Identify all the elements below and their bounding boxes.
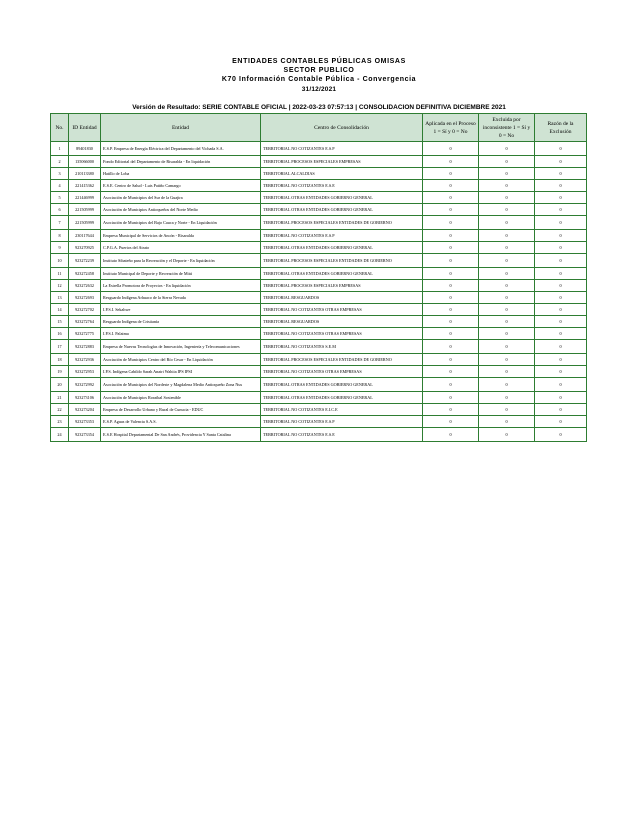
cell-aplicada: 0 [423, 378, 479, 392]
cell-id: 221446999 [69, 192, 101, 204]
cell-excluida: 0 [479, 192, 535, 204]
omisas-table [50, 113, 587, 442]
cell-aplicada: 0 [423, 328, 479, 340]
cell-centro: TERRITORIAL RESGUARDOS [261, 292, 423, 304]
cell-aplicada: 0 [423, 304, 479, 316]
table-row [51, 392, 587, 404]
cell-excluida: 0 [479, 292, 535, 304]
cell-razon: 0 [535, 192, 587, 204]
cell-entidad: Asociación de Municipios Antioqueños del Norte Medio [101, 204, 261, 216]
col-header-aplicada: Aplicada en el Proceso 1 = Sí y 0 = No [423, 114, 479, 142]
table-row [51, 340, 587, 354]
cell-centro: TERRITORIAL OTRAS ENTIDADES GOBIERNO GENERAL [261, 378, 423, 392]
cell-aplicada: 0 [423, 242, 479, 254]
cell-no: 10 [51, 254, 69, 268]
cell-id: 923273204 [69, 404, 101, 416]
cell-excluida: 0 [479, 230, 535, 242]
col-header-entidad: Entidad [101, 114, 261, 142]
col-header-id: ID Entidad [69, 114, 101, 142]
table-row [51, 242, 587, 254]
result-version: Versión de Resultado: SERIE CONTABLE OFICIAL | 2022-03-23 07:57:13 | CONSOLIDACION DEFINITIVA DICIEMBRE 2021 [132, 104, 506, 111]
cell-excluida: 0 [479, 204, 535, 216]
table-row [51, 142, 587, 156]
table-row [51, 168, 587, 180]
cell-id: 89401830 [69, 142, 101, 156]
col-header-centro: Centro de Consolidación [261, 114, 423, 142]
cell-id: 923272632 [69, 280, 101, 292]
cell-id: 230117644 [69, 230, 101, 242]
cell-razon: 0 [535, 242, 587, 254]
cell-id: 923272775 [69, 328, 101, 340]
table-header-row [51, 114, 587, 142]
cell-razon: 0 [535, 168, 587, 180]
col-header-excluida: Excluida por inconsistente 1 = Sí y 0 = No [479, 114, 535, 142]
cell-id: 923272239 [69, 254, 101, 268]
cell-excluida: 0 [479, 354, 535, 366]
table-row [51, 416, 587, 428]
cell-id: 923273354 [69, 428, 101, 442]
cell-id: 923272702 [69, 304, 101, 316]
cell-id: 923273106 [69, 392, 101, 404]
cell-razon: 0 [535, 254, 587, 268]
report-title: ENTIDADES CONTABLES PÚBLICAS OMISAS [232, 58, 406, 65]
cell-entidad: Asociación de Municipios del Sur de la Guajira [101, 192, 261, 204]
cell-excluida: 0 [479, 416, 535, 428]
table-row [51, 428, 587, 442]
cell-no: 14 [51, 304, 69, 316]
cell-aplicada: 0 [423, 366, 479, 378]
cell-excluida: 0 [479, 216, 535, 230]
cell-aplicada: 0 [423, 192, 479, 204]
cell-no: 7 [51, 216, 69, 230]
cell-no: 23 [51, 416, 69, 428]
cell-excluida: 0 [479, 328, 535, 340]
cell-centro: TERRITORIAL NO COTIZANTES E.S.E [261, 428, 423, 442]
cell-no: 6 [51, 204, 69, 216]
cell-razon: 0 [535, 180, 587, 192]
table-row [51, 230, 587, 242]
cell-entidad: I.P.S.I. Palaima [101, 328, 261, 340]
cell-razon: 0 [535, 304, 587, 316]
table-row [51, 204, 587, 216]
cell-entidad: E.S.P. Aguas de Valencia S.A.S. [101, 416, 261, 428]
cell-no: 8 [51, 230, 69, 242]
cell-razon: 0 [535, 230, 587, 242]
cell-aplicada: 0 [423, 180, 479, 192]
table-row [51, 156, 587, 168]
table-row [51, 354, 587, 366]
cell-aplicada: 0 [423, 142, 479, 156]
cell-razon: 0 [535, 328, 587, 340]
cell-id: 923272936 [69, 354, 101, 366]
cell-no: 24 [51, 428, 69, 442]
cell-razon: 0 [535, 378, 587, 392]
cell-centro: TERRITORIAL PROCESOS ESPECIALES ENTIDADES DE GOBIERNO [261, 354, 423, 366]
cell-centro: TERRITORIAL ALCALDIAS [261, 168, 423, 180]
cell-aplicada: 0 [423, 230, 479, 242]
cell-no: 19 [51, 366, 69, 378]
cell-aplicada: 0 [423, 404, 479, 416]
table-row [51, 216, 587, 230]
table-row [51, 304, 587, 316]
cell-entidad: E.S.E Hospital Departamental De San Andrés, Providencia Y Santa Catalina [101, 428, 261, 442]
cell-centro: TERRITORIAL PROCESOS ESPECIALES EMPRESAS [261, 280, 423, 292]
cell-entidad: Resguardo Indígena de Cristianía [101, 316, 261, 328]
cell-no: 12 [51, 280, 69, 292]
cell-excluida: 0 [479, 168, 535, 180]
cell-entidad: Asociación de Municipios del Bajo Cauca y Norte - En Liquidación [101, 216, 261, 230]
cell-aplicada: 0 [423, 216, 479, 230]
cell-aplicada: 0 [423, 254, 479, 268]
table-body [51, 142, 587, 442]
col-header-razon: Razón de la Exclusión [535, 114, 587, 142]
cell-centro: TERRITORIAL NO COTIZANTES OTRAS EMPRESAS [261, 328, 423, 340]
cell-entidad: Asociación de Municipios Roraibal Sostenible [101, 392, 261, 404]
cell-excluida: 0 [479, 254, 535, 268]
cell-centro: TERRITORIAL NO COTIZANTES E.S.E [261, 180, 423, 192]
cell-centro: TERRITORIAL OTRAS ENTIDADES GOBIERNO GENERAL [261, 268, 423, 280]
table-row [51, 292, 587, 304]
cell-excluida: 0 [479, 304, 535, 316]
cell-entidad: Empresa de Nuevas Tecnologías de Innovación, Ingeniería y Telecomunicaciones [101, 340, 261, 354]
cell-excluida: 0 [479, 316, 535, 328]
cell-no: 13 [51, 292, 69, 304]
cell-entidad: Instituto Municipal de Deporte y Recreación de Mitú [101, 268, 261, 280]
cell-razon: 0 [535, 416, 587, 428]
cell-aplicada: 0 [423, 292, 479, 304]
cell-excluida: 0 [479, 280, 535, 292]
table-row [51, 404, 587, 416]
cell-centro: TERRITORIAL OTRAS ENTIDADES GOBIERNO GENERAL [261, 392, 423, 404]
cell-razon: 0 [535, 216, 587, 230]
cell-razon: 0 [535, 428, 587, 442]
cell-excluida: 0 [479, 428, 535, 442]
cell-aplicada: 0 [423, 340, 479, 354]
cell-razon: 0 [535, 340, 587, 354]
cell-entidad: C.P.G.A. Puertos del Atrato [101, 242, 261, 254]
cell-entidad: Empresa Municipal de Servicios de Ancón - Risaralda [101, 230, 261, 242]
cell-centro: TERRITORIAL NO COTIZANTES E.S.P [261, 142, 423, 156]
cell-no: 16 [51, 328, 69, 340]
cell-no: 2 [51, 156, 69, 168]
cell-centro: TERRITORIAL NO COTIZANTES E.S.P [261, 230, 423, 242]
cell-centro: TERRITORIAL PROCESOS ESPECIALES ENTIDADES DE GOBIERNO [261, 254, 423, 268]
cell-excluida: 0 [479, 366, 535, 378]
table-row [51, 378, 587, 392]
cell-razon: 0 [535, 366, 587, 378]
cell-excluida: 0 [479, 404, 535, 416]
cell-id: 210113380 [69, 168, 101, 180]
cell-centro: TERRITORIAL NO COTIZANTES E.S.P [261, 416, 423, 428]
cell-razon: 0 [535, 156, 587, 168]
report-date: 31/12/2021 [301, 86, 337, 93]
cell-centro: TERRITORIAL OTRAS ENTIDADES GOBIERNO GENERAL [261, 204, 423, 216]
cell-id: 221505999 [69, 216, 101, 230]
cell-no: 3 [51, 168, 69, 180]
table-row [51, 316, 587, 328]
cell-entidad: Asociación de Municipios del Nordeste y Magdalena Medio Antioqueño Zona Nus [101, 378, 261, 392]
cell-id: 923272764 [69, 316, 101, 328]
cell-aplicada: 0 [423, 316, 479, 328]
table-row [51, 280, 587, 292]
cell-centro: TERRITORIAL PROCESOS ESPECIALES EMPRESAS [261, 156, 423, 168]
cell-entidad: Hatillo de Loba [101, 168, 261, 180]
cell-centro: TERRITORIAL NO COTIZANTES E.I.C.E [261, 404, 423, 416]
cell-id: 923270925 [69, 242, 101, 254]
cell-no: 21 [51, 392, 69, 404]
cell-no: 11 [51, 268, 69, 280]
cell-excluida: 0 [479, 242, 535, 254]
cell-razon: 0 [535, 204, 587, 216]
cell-aplicada: 0 [423, 280, 479, 292]
cell-no: 9 [51, 242, 69, 254]
cell-aplicada: 0 [423, 156, 479, 168]
cell-entidad: Resguardo Indígena Arhuaco de la Sierra Nevada [101, 292, 261, 304]
cell-entidad: Asociación de Municipios Centro del Río Cesar - En Liquidación [101, 354, 261, 366]
cell-no: 20 [51, 378, 69, 392]
report-category: K70 Información Contable Pública - Convergencia [221, 76, 417, 83]
cell-aplicada: 0 [423, 392, 479, 404]
cell-aplicada: 0 [423, 168, 479, 180]
cell-entidad: E.S.P. Empresa de Energía Eléctrica del Departamento del Vichada S.A. [101, 142, 261, 156]
cell-entidad: Instituto Sibateño para la Recreación y el Deporte - En liquidación [101, 254, 261, 268]
cell-excluida: 0 [479, 156, 535, 168]
cell-aplicada: 0 [423, 204, 479, 216]
cell-no: 22 [51, 404, 69, 416]
cell-no: 1 [51, 142, 69, 156]
table-row [51, 254, 587, 268]
cell-razon: 0 [535, 142, 587, 156]
cell-id: 923272992 [69, 378, 101, 392]
cell-razon: 0 [535, 392, 587, 404]
cell-excluida: 0 [479, 340, 535, 354]
cell-centro: TERRITORIAL PROCESOS ESPECIALES ENTIDADES DE GOBIERNO [261, 216, 423, 230]
cell-id: 923272883 [69, 340, 101, 354]
cell-centro: TERRITORIAL NO COTIZANTES S.E.M [261, 340, 423, 354]
cell-id: 923273353 [69, 416, 101, 428]
cell-aplicada: 0 [423, 354, 479, 366]
cell-razon: 0 [535, 268, 587, 280]
cell-centro: TERRITORIAL OTRAS ENTIDADES GOBIERNO GENERAL [261, 242, 423, 254]
cell-id: 923272458 [69, 268, 101, 280]
cell-id: 135066000 [69, 156, 101, 168]
cell-aplicada: 0 [423, 268, 479, 280]
cell-id: 923272953 [69, 366, 101, 378]
cell-razon: 0 [535, 292, 587, 304]
cell-centro: TERRITORIAL NO COTIZANTES OTRAS EMPRESAS [261, 366, 423, 378]
table-row [51, 366, 587, 378]
cell-razon: 0 [535, 280, 587, 292]
report-sector: SECTOR PUBLICO [283, 67, 355, 74]
cell-excluida: 0 [479, 180, 535, 192]
cell-excluida: 0 [479, 142, 535, 156]
col-header-no: No. [51, 114, 69, 142]
table-row [51, 268, 587, 280]
cell-excluida: 0 [479, 392, 535, 404]
cell-no: 15 [51, 316, 69, 328]
table-row [51, 192, 587, 204]
cell-id: 221505999 [69, 204, 101, 216]
cell-centro: TERRITORIAL RESGUARDOS [261, 316, 423, 328]
cell-entidad: E.S.E. Centro de Salud - Luis Patiño Camargo [101, 180, 261, 192]
cell-entidad: I.P.S.I. Sekahwe [101, 304, 261, 316]
cell-entidad: La Estrella Promotora de Proyectos - En liquidación [101, 280, 261, 292]
cell-razon: 0 [535, 404, 587, 416]
cell-entidad: I.P.S. Indígena Cabildo Sarah Anairi Wahiia IPS IPSI [101, 366, 261, 378]
cell-entidad: Fondo Editorial del Departamento de Risaralda - En liquidación [101, 156, 261, 168]
cell-excluida: 0 [479, 378, 535, 392]
cell-razon: 0 [535, 316, 587, 328]
cell-aplicada: 0 [423, 428, 479, 442]
cell-id: 221415362 [69, 180, 101, 192]
cell-razon: 0 [535, 354, 587, 366]
cell-id: 923272693 [69, 292, 101, 304]
cell-centro: TERRITORIAL OTRAS ENTIDADES GOBIERNO GENERAL [261, 192, 423, 204]
table-row [51, 180, 587, 192]
cell-no: 18 [51, 354, 69, 366]
cell-no: 4 [51, 180, 69, 192]
cell-entidad: Empresa de Desarrollo Urbano y Rural de Cunucia - EDUC [101, 404, 261, 416]
cell-centro: TERRITORIAL NO COTIZANTES OTRAS EMPRESAS [261, 304, 423, 316]
table-row [51, 328, 587, 340]
cell-no: 5 [51, 192, 69, 204]
cell-no: 17 [51, 340, 69, 354]
cell-aplicada: 0 [423, 416, 479, 428]
cell-excluida: 0 [479, 268, 535, 280]
